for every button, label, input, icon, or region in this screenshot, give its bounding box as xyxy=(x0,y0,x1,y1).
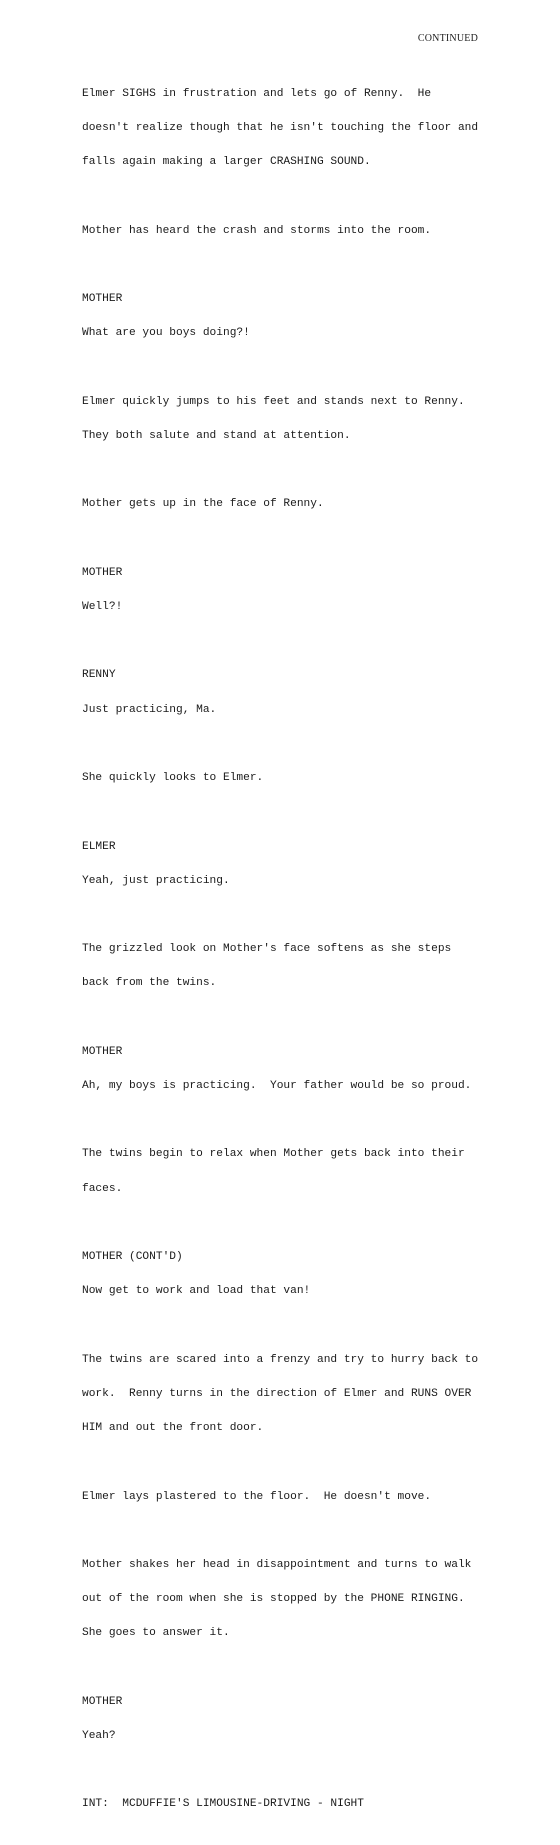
dialogue-block xyxy=(82,1024,482,1115)
action-block xyxy=(82,750,482,807)
dialogue-block xyxy=(82,271,482,362)
script-line: Elmer SIGHS in frustration and lets go of Renny. He xyxy=(82,87,432,100)
action-block xyxy=(82,1127,482,1218)
dialogue-line: Yeah? xyxy=(82,1730,116,1743)
dialogue-block xyxy=(82,1674,482,1765)
script-line: Elmer quickly jumps to his feet and stands next to Renny. xyxy=(82,395,465,408)
dialogue-line: Ah, my boys is practicing. Your father would be so proud. xyxy=(82,1080,472,1092)
dialogue-line: Yeah, just practicing. xyxy=(82,874,230,887)
scene-heading-text: INT: MCDUFFIE'S LIMOUSINE-DRIVING - NIGHT xyxy=(82,1798,364,1811)
script-line: Mother shakes her head in disappointment and turns to walk xyxy=(82,1558,472,1571)
scene-heading xyxy=(82,1777,482,1834)
dialogue-block xyxy=(82,648,482,739)
script-line: The grizzled look on Mother's face softens as she steps xyxy=(82,943,452,956)
script-line: She goes to answer it. xyxy=(82,1627,230,1640)
action-block xyxy=(82,66,482,191)
action-block xyxy=(82,1332,482,1457)
script-line: faces. xyxy=(82,1182,123,1195)
dialogue-block xyxy=(82,1229,482,1320)
character-name: MOTHER xyxy=(82,1695,123,1708)
script-line: falls again making a larger CRASHING SOUND. xyxy=(82,156,371,169)
dialogue-line: Now get to work and load that van! xyxy=(82,1285,311,1298)
action-block xyxy=(82,1469,482,1526)
character-name: ELMER xyxy=(82,840,116,853)
dialogue-line: Well?! xyxy=(82,601,123,614)
action-block xyxy=(82,921,482,1012)
script-line: The twins begin to relax when Mother gets back into their xyxy=(82,1148,465,1161)
dialogue-line: Just practicing, Ma. xyxy=(82,703,217,716)
script-line: The twins are scared into a frenzy and try to hurry back to xyxy=(82,1353,479,1366)
script-body xyxy=(82,66,482,1845)
character-name: MOTHER (CONT'D) xyxy=(82,1251,183,1264)
action-block xyxy=(82,203,482,260)
script-line: work. Renny turns in the direction of Elmer and RUNS OVER xyxy=(82,1387,472,1400)
dialogue-block xyxy=(82,545,482,636)
action-block xyxy=(82,1537,482,1662)
character-name: MOTHER xyxy=(82,1045,123,1058)
script-line: HIM and out the front door. xyxy=(82,1422,264,1435)
script-line: Mother gets up in the face of Renny. xyxy=(82,498,324,511)
script-line: Mother has heard the crash and storms into the room. xyxy=(82,224,432,237)
character-name: MOTHER xyxy=(82,566,123,579)
character-name: RENNY xyxy=(82,669,116,682)
script-line: Elmer lays plastered to the floor. He doesn't move. xyxy=(82,1490,432,1503)
script-line: out of the room when she is stopped by the PHONE RINGING. xyxy=(82,1593,465,1606)
action-block xyxy=(82,477,482,534)
dialogue-block xyxy=(82,819,482,910)
script-line: They both salute and stand at attention. xyxy=(82,429,351,442)
continued-marker: CONTINUED xyxy=(417,33,478,44)
action-block xyxy=(82,374,482,465)
script-line: doesn't realize though that he isn't touching the floor and xyxy=(82,122,479,135)
script-line: She quickly looks to Elmer. xyxy=(82,772,264,785)
character-name: MOTHER xyxy=(82,293,123,306)
script-line: back from the twins. xyxy=(82,977,217,990)
dialogue-line: What are you boys doing?! xyxy=(82,327,250,340)
